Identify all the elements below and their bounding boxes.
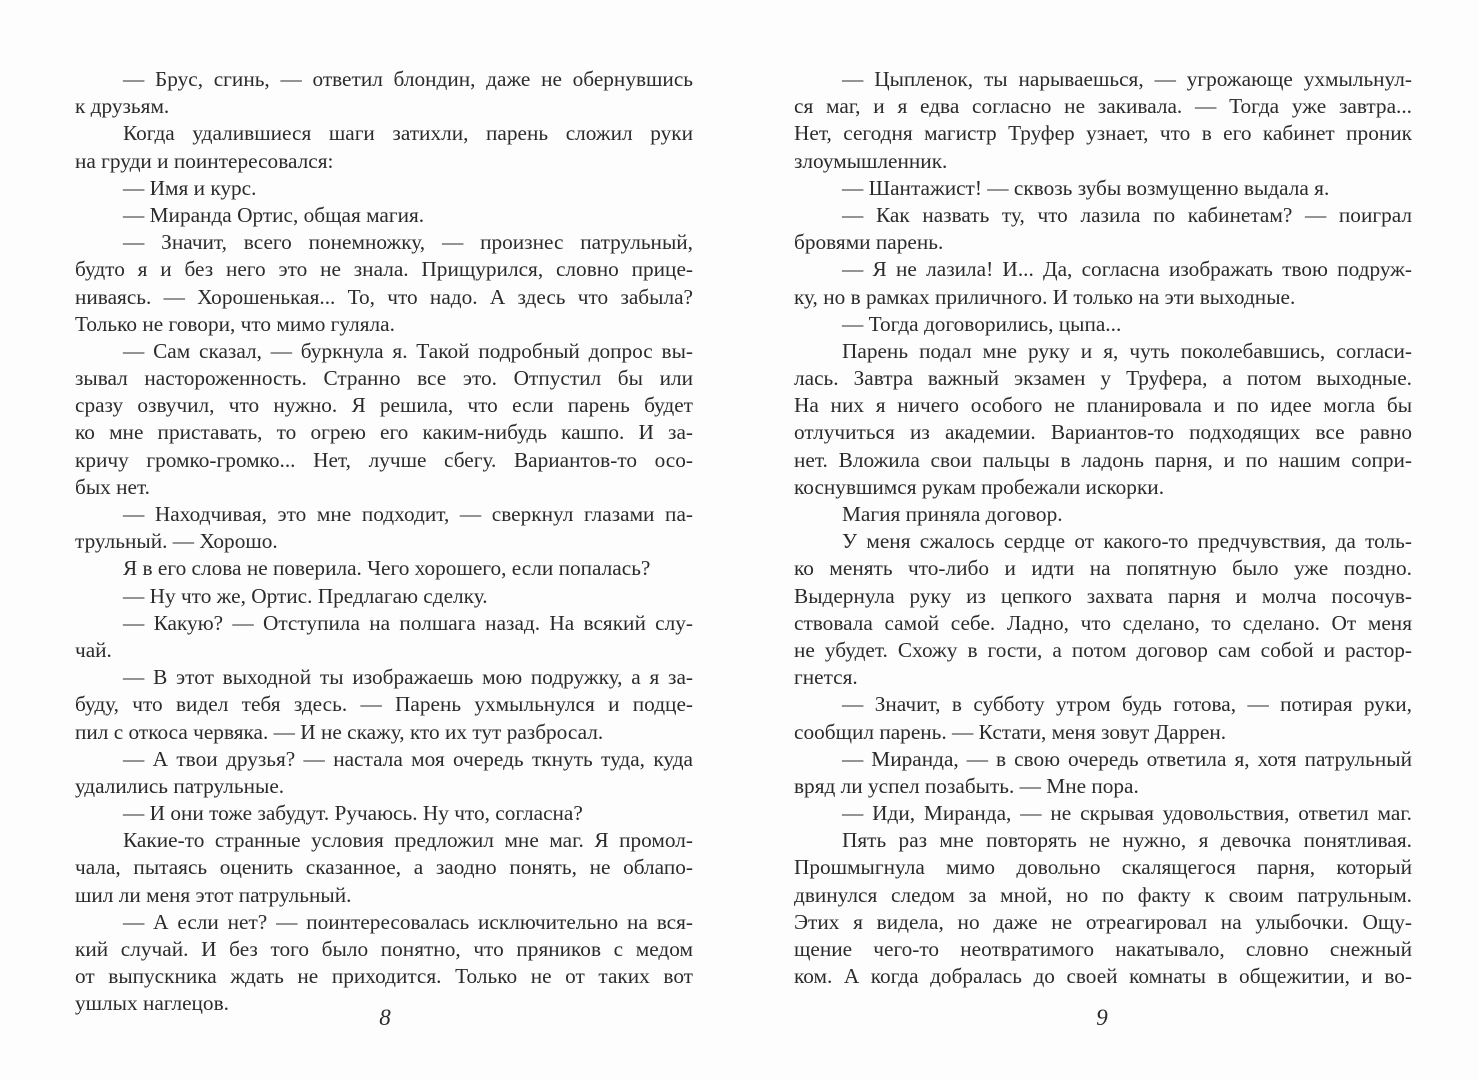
text-line: к друзьям. — [75, 94, 170, 119]
text-line: Выдернула руку из цепкого захвата парня и молча посочув- — [794, 583, 1412, 608]
text-line: ниваясь. — Хорошенькая... То, что надо. А здесь что забыла? — [75, 284, 693, 309]
text-line: ко мне приставать, то огрею его каким-нибудь кашпо. И за- — [75, 420, 693, 445]
text-line: двинулся следом за мной, но по факту к своим патрульным. — [794, 882, 1412, 907]
text-line: — Брус, сгинь, — ответил блондин, даже не обернувшись — [123, 67, 693, 91]
text-line: бых нет. — [75, 474, 150, 499]
text-line: кричу громко-громко... Нет, лучше сбегу. Вариантов-то осо- — [75, 447, 693, 472]
text-line: Какие-то странные условия предложил мне маг. Я промол- — [123, 828, 693, 853]
text-line: — Иди, Миранда, — не скрывая удовольствия, ответил маг. — [842, 801, 1412, 826]
text-line: удалились патрульные. — [75, 773, 285, 798]
page-number-right: 9 — [1096, 1005, 1108, 1030]
text-line: Только не говори, что мимо гуляла. — [75, 311, 395, 336]
text-line: Магия приняла договор. — [842, 502, 1063, 526]
text-line: сразу озвучил, что нужно. Я решила, что если парень будет — [75, 393, 693, 418]
text-line: сообщил парень. — Кстати, меня зовут Даррен. — [794, 719, 1227, 744]
text-line: Я в его слова не поверила. Чего хорошего, если попалась? — [123, 556, 651, 581]
text-line: — Значит, всего понемножку, — произнес патрульный, — [123, 230, 693, 255]
text-line: Пять раз мне повторять не нужно, я девочка понятливая. — [842, 828, 1412, 853]
text-line: трульный. — Хорошо. — [75, 529, 278, 554]
text-line: злоумышленник. — [794, 148, 948, 173]
text-line: на груди и поинтересовался: — [75, 148, 334, 173]
text-line: не убудет. Схожу в гости, а потом договор сам собой и растор- — [794, 637, 1412, 662]
text-line: — А если нет? — поинтересовалась исключительно на вся- — [123, 909, 693, 934]
text-line: отлучиться из академии. Вариантов-то подходящих все равно — [794, 420, 1412, 445]
text-line: — Сам сказал, — буркнула я. Такой подробный допрос вы- — [123, 338, 693, 363]
text-line: гнется. — [794, 665, 858, 690]
text-line: ушлых наглецов. — [75, 991, 229, 1016]
text-line: — Миранда, — в свою очередь ответила я, хотя патрульный — [842, 746, 1412, 771]
text-line: На них я ничего особого не планировала и по идее могла бы — [794, 393, 1412, 418]
text-line: буду, что видел тебя здесь. — Парень ухмыльнулся и подце- — [75, 692, 693, 717]
text-line: — А твои друзья? — настала моя очередь ткнуть туда, куда — [123, 746, 693, 771]
left-page-text — [75, 66, 693, 1018]
text-line: — Миранда Ортис, общая магия. — [123, 202, 425, 227]
text-line: — Значит, в субботу утром будь готова, — потирая руки, — [842, 692, 1412, 717]
text-line: пил с откоса червяка. — И не скажу, кто их тут разбросал. — [75, 719, 604, 744]
text-line: бровями парень. — [794, 230, 944, 255]
text-line: шил ли меня этот патрульный. — [75, 882, 352, 907]
text-line: — Тогда договорились, цыпа... — [842, 311, 1122, 336]
page-number-left: 8 — [379, 1005, 391, 1030]
text-line: лась. Завтра важный экзамен у Труфера, а потом выходные. — [794, 366, 1412, 391]
text-line: — Какую? — Отступила на полшага назад. На всякий слу- — [123, 610, 693, 635]
text-line: щение чего-то неотвратимого накатывало, словно снежный — [794, 937, 1412, 961]
text-line: — Ну что же, Ортис. Предлагаю сделку. — [123, 583, 488, 608]
text-line: чала, пытаясь оценить сказанное, а заодно понять, не облапо- — [75, 855, 693, 880]
text-line: Парень подал мне руку и я, чуть поколебавшись, согласи- — [842, 338, 1412, 363]
text-line: вряд ли успел позабыть. — Мне пора. — [794, 773, 1139, 798]
text-line: — Цыпленок, ты нарываешься, — угрожающе ухмыльнул- — [842, 67, 1412, 91]
right-page-text — [794, 66, 1412, 990]
text-line: — В этот выходной ты изображаешь мою подружку, а я за- — [123, 665, 693, 690]
text-line: Прошмыгнула мимо довольно скалящегося парня, который — [794, 855, 1412, 880]
text-line: коснувшимся рукам пробежали искорки. — [794, 474, 1165, 499]
text-line: ся маг, и я едва согласно не закивала. — Тогда уже завтра... — [794, 94, 1412, 119]
text-line: — Находчивая, это мне подходит, — сверкнул глазами па- — [123, 502, 693, 526]
text-line: — Как назвать ту, что лазила по кабинетам? — поиграл — [842, 202, 1412, 227]
text-line: ствовала самой себе. Ладно, что сделано, то сделано. От меня — [794, 610, 1412, 635]
text-line: нет. Вложила свои пальцы в ладонь парня, и по нашим сопри- — [794, 447, 1412, 472]
text-line: ко менять что-либо и идти на попятную было уже поздно. — [794, 556, 1412, 581]
text-line: У меня сжалось сердце от какого-то предчувствия, да толь- — [842, 529, 1412, 554]
text-line: — Имя и курс. — [123, 175, 257, 200]
text-line: будто я и без него это не знала. Прищурился, словно прице- — [75, 257, 693, 282]
text-line: зывал настороженность. Странно все это. Отпустил бы или — [75, 366, 693, 391]
text-line: — И они тоже забудут. Ручаюсь. Ну что, согласна? — [123, 801, 583, 826]
text-line: от выпускника ждать не приходится. Только не от таких вот — [75, 964, 693, 989]
text-line: Нет, сегодня магистр Труфер узнает, что в его кабинет проник — [794, 121, 1412, 146]
text-line: Когда удалившиеся шаги затихли, парень сложил руки — [123, 121, 693, 146]
text-line: — Шантажист! — сквозь зубы возмущенно выдала я. — [842, 175, 1330, 200]
text-line: чай. — [75, 637, 112, 662]
text-line: ку, но в рамках приличного. И только на эти выходные. — [794, 284, 1296, 309]
text-line: Этих я видела, но даже не отреагировал на улыбочки. Ощу- — [794, 909, 1412, 934]
text-line: ком. А когда добралась до своей комнаты в общежитии, и во- — [794, 964, 1412, 989]
text-line: — Я не лазила! И... Да, согласна изображать твою подруж- — [842, 257, 1412, 282]
text-line: кий случай. И без того было понятно, что пряников с медом — [75, 937, 693, 961]
